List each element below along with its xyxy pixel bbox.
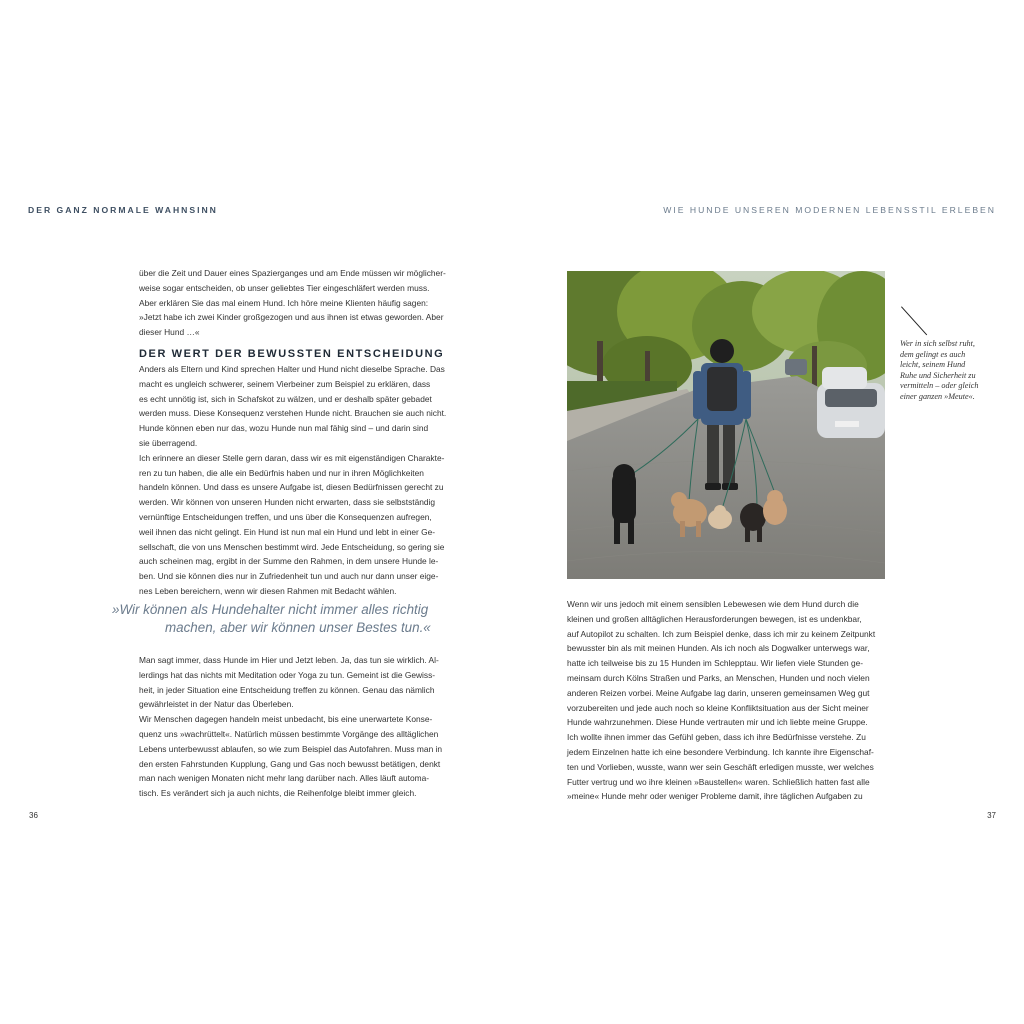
text-line: »meine« Hunde mehr oder weniger Probleme damit, ihre täglichen Aufgaben zu [567, 791, 863, 802]
text-line: dieser Hund …« [139, 327, 200, 338]
text-line: sie überragend. [139, 437, 198, 448]
text-line: macht es ungleich schwerer, seinem Vierbeiner zum Beispiel zu erklären, dass [139, 378, 431, 389]
text-line: ten und Vorlieben, wusste, wann wer sein Geschäft erledigen musste, wer welches [567, 761, 874, 772]
pull-quote [112, 601, 432, 637]
section-heading: DER WERT DER BEWUSSTEN ENTSCHEIDUNG [139, 348, 445, 360]
text-line: weil ihnen das nicht gelingt. Ein Hund ist nun mal ein Hund und lebt in einer Ge- [139, 526, 436, 537]
text-line: Hunde können eben nur das, wozu Hunde nun mal fähig sind – und darin sind [139, 423, 429, 434]
text-line: Anders als Eltern und Kind sprechen Halter und Hund nicht dieselbe Sprache. Das [139, 364, 445, 374]
text-line: werden muss. Diese Konsequenz verstehen Hunde nicht. Brauchen sie auch nicht. [139, 408, 447, 419]
text-line: lerdings hat das nichts mit Meditation oder Yoga zu tun. Gemeint ist die Gewiss- [139, 669, 436, 680]
text-line: Futter vertrug und wo ihre kleinen »Baustellen« waren. Schließlich hatten fast alle [567, 776, 870, 787]
pull-quote-line-1: »Wir können als Hundehalter nicht immer alles richtig [112, 602, 429, 617]
text-line: Hunde wahrzunehmen. Diese Hunde vertrauten mir und ich liebte meine Gruppe. [567, 717, 868, 728]
text-line: auch scheinen mag, ergibt in der Summe den Rahmen, in dem unsere Hunde le- [139, 556, 439, 567]
text-line: über die Zeit und Dauer eines Spazierganges und am Ende müssen wir möglicher- [139, 268, 446, 278]
text-line: meinsam durch Kölns Straßen und Parks, an Menschen, Hunden und noch vielen [567, 672, 870, 683]
section-body [139, 362, 457, 599]
text-line: Wir Menschen dagegen handeln meist unbedacht, bis eine unerwartete Konse- [139, 714, 433, 725]
lower-body [139, 653, 457, 801]
dog-walker-illustration [567, 271, 885, 579]
text-line: werden. Wir können von unseren Hunden nicht erwarten, dass sie selbstständig [139, 497, 436, 508]
running-head-left: DER GANZ NORMALE WAHNSINN [28, 205, 218, 215]
text-line: leicht, seinem Hund [900, 360, 966, 370]
pull-quote-line-2: machen, aber wir können unser Bestes tun.« [165, 620, 431, 635]
text-line: Ich erinnere an dieser Stelle gern daran, dass wir es mit eigenständigen Charakte- [139, 452, 445, 463]
text-line: heit, in jeder Situation eine Entscheidung treffen zu können. Genau das nämlich [139, 684, 435, 695]
text-line: tisch. Es verändert sich ja auch nichts, die Reihenfolge bleibt immer gleich. [139, 788, 417, 799]
text-line: bewusster bin als mit meinen Hunden. Als ich noch als Dogwalker unterwegs war, [567, 643, 870, 654]
text-line: man nach wenigen Monaten nicht mehr lang darüber nach. Alles läuft automa- [139, 773, 430, 784]
text-line: nes Leben bereichern, wenn wir diesen Rahmen mit Bedacht wählen. [139, 585, 397, 596]
text-line: Lebens unterbewusst ablaufen, so wie zum Beispiel das Autofahren. Muss man in [139, 743, 443, 754]
dog-walker-photo [567, 271, 885, 579]
text-line: vernünftige Entscheidungen treffen, und uns über die Konsequenzen aufregen, [139, 511, 432, 522]
text-line: Ruhe und Sicherheit zu [900, 370, 976, 380]
text-line: Wenn wir uns jedoch mit einem sensiblen Lebewesen wie dem Hund durch die [567, 599, 859, 609]
text-line: anderen Reizen vorbei. Meine Aufgabe lag darin, unseren gemeinsamen Weg gut [567, 687, 870, 698]
text-line: jedem Einzelnen hatte ich eine besondere Verbindung. Ich kannte ihre Eigenschaf- [567, 746, 874, 757]
text-line: sellschaft, die von uns Menschen bestimmt wird. Jede Entscheidung, so gering sie [139, 541, 445, 552]
text-line: gewährleistet in der Natur das Überleben. [139, 699, 294, 710]
text-line: »Jetzt habe ich zwei Kinder großgezogen und aus ihnen ist etwas geworden. Aber [139, 312, 444, 323]
text-line: kleinen und großen alltäglichen Herausforderungen bewegen, ist es undenkbar, [567, 613, 862, 624]
text-line: den ersten Fahrstunden Kupplung, Gang und Gas noch bewusst betätigen, denkt [139, 758, 441, 769]
text-line: weise sogar entscheiden, ob unser geliebtes Tier eingeschläfert werden muss. [139, 282, 430, 293]
intro-paragraph [139, 266, 457, 340]
text-line: ben. Und sie können dies nur in Zufriedenheit tun und auch nur dann unser eige- [139, 571, 439, 582]
text-line: handeln können. Und dass es unsere Aufgabe ist, diesen Bedürfnissen gerecht zu [139, 482, 444, 493]
text-line: Ich wollte ihnen immer das Gefühl geben, dass ich ihre Bedürfnisse verstehe. Zu [567, 732, 866, 743]
text-line: Wer in sich selbst ruht, [900, 339, 975, 348]
text-line: dem gelingt es auch [900, 349, 966, 359]
text-line: es echt unnötig ist, sich in Schafskot zu wälzen, und er deshalb später gebadet [139, 393, 432, 404]
sidenote [900, 339, 998, 403]
text-line: Man sagt immer, dass Hunde im Hier und Jetzt leben. Ja, das tun sie wirklich. Al- [139, 655, 439, 665]
page-number-left: 36 [29, 811, 38, 820]
text-line: hatte ich teilweise bis zu 15 Hunden im Schlepptau. Wir liefen viele Stunden ge- [567, 658, 864, 669]
running-head-right: WIE HUNDE UNSEREN MODERNEN LEBENSSTIL ERLEBEN [663, 205, 996, 215]
text-line: auf Autopilot zu schalten. Ich zum Beispiel denke, dass ich mir zu keinem Zeitpunkt [567, 628, 876, 639]
text-line: einer ganzen »Meute«. [900, 391, 975, 401]
text-line: vorzubereiten und jede auch noch so kleine Konfliktsituation aus der Sicht meiner [567, 702, 869, 713]
text-line: vermitteln – oder gleich [900, 381, 979, 391]
text-line: quenz uns »wachrüttelt«. Natürlich müssen bestimmte Vorgänge des alltäglichen [139, 728, 439, 739]
text-line: ren zu tun haben, die alle ein Bedürfnis haben und nur in ihren Möglichkeiten [139, 467, 424, 478]
text-line: Aber erklären Sie das mal einem Hund. Ich höre meine Klienten häufig sagen: [139, 297, 429, 308]
page-number-right: 37 [987, 811, 996, 820]
right-body [567, 597, 885, 804]
